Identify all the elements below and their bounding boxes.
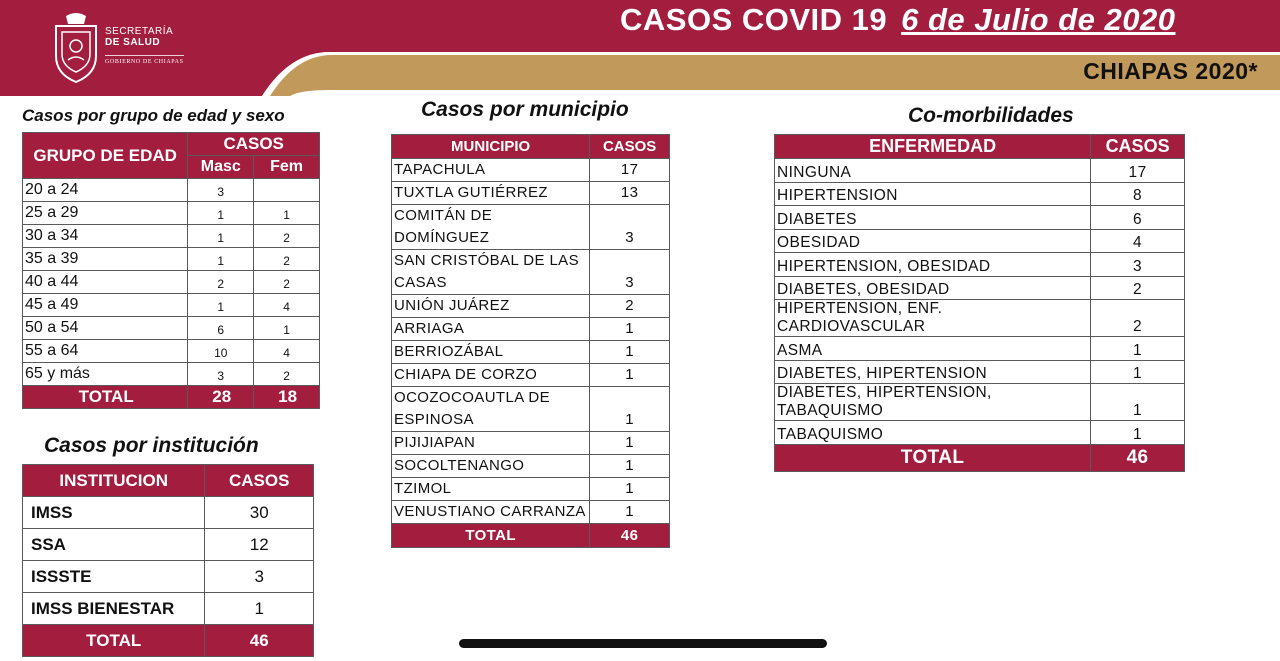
institution-total-value: 46 bbox=[205, 625, 314, 657]
municipality-name-line-1: COMITÁN DE bbox=[394, 207, 493, 224]
comorbidity-table bbox=[774, 134, 1185, 472]
masc-count-cell: 6 bbox=[188, 317, 254, 340]
institution-name-cell: ISSSTE bbox=[23, 561, 205, 593]
municipality-name-cell bbox=[392, 205, 590, 250]
institution-name-cell: SSA bbox=[23, 529, 205, 561]
municipality-table bbox=[391, 134, 670, 548]
institution-header: INSTITUCION bbox=[23, 465, 205, 497]
table-row bbox=[23, 561, 314, 593]
disease-name-cell: HIPERTENSION, OBESIDAD bbox=[775, 253, 1091, 277]
disease-cases-cell: 2 bbox=[1091, 300, 1185, 337]
fem-count-cell: 2 bbox=[254, 248, 320, 271]
municipality-name-line-1: BERRIOZÁBAL bbox=[394, 343, 504, 360]
municipality-name-line-1: TZIMOL bbox=[394, 480, 452, 497]
logo-line-1: SECRETARÍA bbox=[105, 26, 174, 37]
municipality-name-cell bbox=[392, 250, 590, 295]
municipality-name-cell bbox=[392, 432, 590, 455]
table-row bbox=[775, 182, 1185, 206]
fem-count-cell bbox=[254, 179, 320, 202]
fem-count-cell: 1 bbox=[254, 202, 320, 225]
disease-name-cell: HIPERTENSION, ENF. CARDIOVASCULAR bbox=[775, 300, 1091, 337]
institution-name-cell: IMSS BIENESTAR bbox=[23, 593, 205, 625]
table-row bbox=[23, 294, 320, 317]
municipality-name-cell bbox=[392, 478, 590, 501]
municipality-name-line-1: VENUSTIANO CARRANZA bbox=[394, 503, 586, 520]
table-row bbox=[392, 432, 670, 455]
table-row bbox=[775, 337, 1185, 361]
region-subtitle: CHIAPAS 2020* bbox=[1083, 58, 1258, 84]
table-row bbox=[392, 455, 670, 478]
municipality-cases-cell: 2 bbox=[590, 295, 670, 318]
age-total-fem: 18 bbox=[254, 386, 320, 409]
municipality-name-line-1: TAPACHULA bbox=[394, 161, 486, 178]
municipality-name-line-1: SOCOLTENANGO bbox=[394, 457, 525, 474]
disease-name-cell: DIABETES, HIPERTENSION, TABAQUISMO bbox=[775, 384, 1091, 421]
table-row bbox=[23, 248, 320, 271]
table-row bbox=[392, 341, 670, 364]
disease-name-cell: DIABETES, OBESIDAD bbox=[775, 276, 1091, 300]
municipality-name-cell bbox=[392, 501, 590, 524]
municipality-name-cell bbox=[392, 318, 590, 341]
municipality-cases-cell: 1 bbox=[590, 478, 670, 501]
municipality-cases-cell: 1 bbox=[590, 387, 670, 432]
table-row bbox=[23, 225, 320, 248]
municipality-cases-cell: 1 bbox=[590, 341, 670, 364]
age-sex-table bbox=[22, 132, 320, 409]
home-indicator-bar[interactable] bbox=[459, 639, 827, 648]
disease-cases-cell: 3 bbox=[1091, 253, 1185, 277]
disease-name-cell: DIABETES bbox=[775, 206, 1091, 230]
table-row bbox=[775, 276, 1185, 300]
table-row bbox=[775, 421, 1185, 445]
disease-cases-cell: 1 bbox=[1091, 337, 1185, 361]
disease-header: ENFERMEDAD bbox=[775, 135, 1091, 159]
masc-count-cell: 2 bbox=[188, 271, 254, 294]
municipality-name-line-2: ESPINOSA bbox=[394, 411, 474, 428]
municipality-cases-cell: 1 bbox=[590, 364, 670, 387]
municipality-cases-cell: 13 bbox=[590, 182, 670, 205]
table-row bbox=[775, 360, 1185, 384]
table-row bbox=[23, 317, 320, 340]
municipality-name-cell bbox=[392, 387, 590, 432]
masc-count-cell: 1 bbox=[188, 248, 254, 271]
table-row bbox=[23, 593, 314, 625]
table-row bbox=[775, 300, 1185, 337]
masc-count-cell: 1 bbox=[188, 294, 254, 317]
logo-line-3: GOBIERNO DE CHIAPAS bbox=[105, 55, 184, 65]
disease-name-cell: TABAQUISMO bbox=[775, 421, 1091, 445]
municipality-name-cell bbox=[392, 295, 590, 318]
age-group-cell: 20 a 24 bbox=[23, 179, 188, 202]
table-row bbox=[392, 387, 670, 432]
table-row bbox=[392, 501, 670, 524]
logo-line-2: DE SALUD bbox=[105, 37, 161, 48]
masc-count-cell: 10 bbox=[188, 340, 254, 363]
municipality-name-cell bbox=[392, 364, 590, 387]
municipality-name-cell bbox=[392, 455, 590, 478]
municipality-cases-header: CASOS bbox=[590, 135, 670, 159]
disease-cases-cell: 1 bbox=[1091, 421, 1185, 445]
institution-table-title: Casos por institución bbox=[44, 434, 259, 457]
comorbidity-cases-header: CASOS bbox=[1091, 135, 1185, 159]
table-row bbox=[392, 182, 670, 205]
municipality-cases-cell: 3 bbox=[590, 205, 670, 250]
masc-count-cell: 3 bbox=[188, 179, 254, 202]
institution-cases-header: CASOS bbox=[205, 465, 314, 497]
age-group-cell: 65 y más bbox=[23, 363, 188, 386]
disease-name-cell: NINGUNA bbox=[775, 159, 1091, 183]
municipality-name-line-1: SAN CRISTÓBAL DE LAS bbox=[394, 252, 579, 269]
institution-table bbox=[22, 464, 314, 657]
fem-count-cell: 1 bbox=[254, 317, 320, 340]
header-banner bbox=[0, 0, 1280, 96]
age-total-label: TOTAL bbox=[23, 386, 188, 409]
institution-name-cell: IMSS bbox=[23, 497, 205, 529]
municipality-name-line-1: PIJIJIAPAN bbox=[394, 434, 476, 451]
title-text: CASOS COVID 19 bbox=[620, 2, 888, 37]
age-group-cell: 55 a 64 bbox=[23, 340, 188, 363]
municipality-header: MUNICIPIO bbox=[392, 135, 590, 159]
table-row bbox=[775, 159, 1185, 183]
comorbidity-total-label: TOTAL bbox=[775, 444, 1091, 471]
municipality-name-line-1: UNIÓN JUÁREZ bbox=[394, 297, 510, 314]
table-row bbox=[392, 478, 670, 501]
table-row bbox=[392, 159, 670, 182]
age-group-cell: 25 a 29 bbox=[23, 202, 188, 225]
municipality-total-label: TOTAL bbox=[392, 524, 590, 548]
disease-name-cell: HIPERTENSION bbox=[775, 182, 1091, 206]
masc-count-cell: 3 bbox=[188, 363, 254, 386]
table-row bbox=[23, 179, 320, 202]
fem-header: Fem bbox=[254, 156, 320, 179]
disease-cases-cell: 4 bbox=[1091, 229, 1185, 253]
age-group-cell: 50 a 54 bbox=[23, 317, 188, 340]
table-row bbox=[392, 318, 670, 341]
fem-count-cell: 2 bbox=[254, 271, 320, 294]
table-row bbox=[392, 205, 670, 250]
municipality-name-line-1: CHIAPA DE CORZO bbox=[394, 366, 538, 383]
age-cases-header: CASOS bbox=[188, 133, 320, 156]
disease-cases-cell: 2 bbox=[1091, 276, 1185, 300]
table-row bbox=[23, 271, 320, 294]
disease-name-cell: DIABETES, HIPERTENSION bbox=[775, 360, 1091, 384]
table-row bbox=[23, 363, 320, 386]
table-row bbox=[775, 384, 1185, 421]
fem-count-cell: 2 bbox=[254, 225, 320, 248]
municipality-name-line-2: DOMÍNGUEZ bbox=[394, 229, 490, 246]
institution-cases-cell: 30 bbox=[205, 497, 314, 529]
municipality-name-line-1: OCOZOCOAUTLA DE bbox=[394, 389, 551, 406]
masc-count-cell: 1 bbox=[188, 202, 254, 225]
municipality-total-value: 46 bbox=[590, 524, 670, 548]
fem-count-cell: 4 bbox=[254, 340, 320, 363]
municipality-cases-cell: 1 bbox=[590, 455, 670, 478]
municipality-name-line-2: CASAS bbox=[394, 274, 447, 291]
institution-total-label: TOTAL bbox=[23, 625, 205, 657]
municipality-table-title: Casos por municipio bbox=[421, 98, 629, 121]
municipality-name-line-1: ARRIAGA bbox=[394, 320, 465, 337]
table-row bbox=[23, 529, 314, 561]
age-table-title: Casos por grupo de edad y sexo bbox=[22, 106, 285, 125]
disease-name-cell: ASMA bbox=[775, 337, 1091, 361]
disease-cases-cell: 17 bbox=[1091, 159, 1185, 183]
municipality-name-cell bbox=[392, 341, 590, 364]
table-row bbox=[392, 250, 670, 295]
table-row bbox=[392, 295, 670, 318]
municipality-name-cell bbox=[392, 159, 590, 182]
disease-cases-cell: 1 bbox=[1091, 360, 1185, 384]
municipality-cases-cell: 1 bbox=[590, 501, 670, 524]
age-group-cell: 40 a 44 bbox=[23, 271, 188, 294]
age-group-cell: 35 a 39 bbox=[23, 248, 188, 271]
municipality-cases-cell: 1 bbox=[590, 318, 670, 341]
municipality-cases-cell: 17 bbox=[590, 159, 670, 182]
page-title bbox=[620, 2, 1175, 38]
age-group-cell: 30 a 34 bbox=[23, 225, 188, 248]
title-date: 6 de Julio de 2020 bbox=[901, 2, 1176, 37]
municipality-name-line-1: TUXTLA GUTIÉRREZ bbox=[394, 184, 548, 201]
table-row bbox=[23, 202, 320, 225]
municipality-cases-cell: 1 bbox=[590, 432, 670, 455]
table-row bbox=[775, 206, 1185, 230]
table-row bbox=[23, 497, 314, 529]
disease-cases-cell: 1 bbox=[1091, 384, 1185, 421]
municipality-cases-cell: 3 bbox=[590, 250, 670, 295]
comorbidity-table-title: Co-morbilidades bbox=[908, 104, 1074, 127]
disease-name-cell: OBESIDAD bbox=[775, 229, 1091, 253]
fem-count-cell: 4 bbox=[254, 294, 320, 317]
masc-header: Masc bbox=[188, 156, 254, 179]
institution-cases-cell: 12 bbox=[205, 529, 314, 561]
age-group-header: GRUPO DE EDAD bbox=[23, 133, 188, 179]
masc-count-cell: 1 bbox=[188, 225, 254, 248]
municipality-name-cell bbox=[392, 182, 590, 205]
logo-text bbox=[105, 26, 184, 65]
table-row bbox=[23, 340, 320, 363]
institution-cases-cell: 1 bbox=[205, 593, 314, 625]
table-row bbox=[392, 364, 670, 387]
fem-count-cell: 2 bbox=[254, 363, 320, 386]
comorbidity-total-value: 46 bbox=[1091, 444, 1185, 471]
table-row bbox=[775, 229, 1185, 253]
table-row bbox=[775, 253, 1185, 277]
disease-cases-cell: 8 bbox=[1091, 182, 1185, 206]
age-group-cell: 45 a 49 bbox=[23, 294, 188, 317]
institution-cases-cell: 3 bbox=[205, 561, 314, 593]
disease-cases-cell: 6 bbox=[1091, 206, 1185, 230]
age-total-masc: 28 bbox=[188, 386, 254, 409]
